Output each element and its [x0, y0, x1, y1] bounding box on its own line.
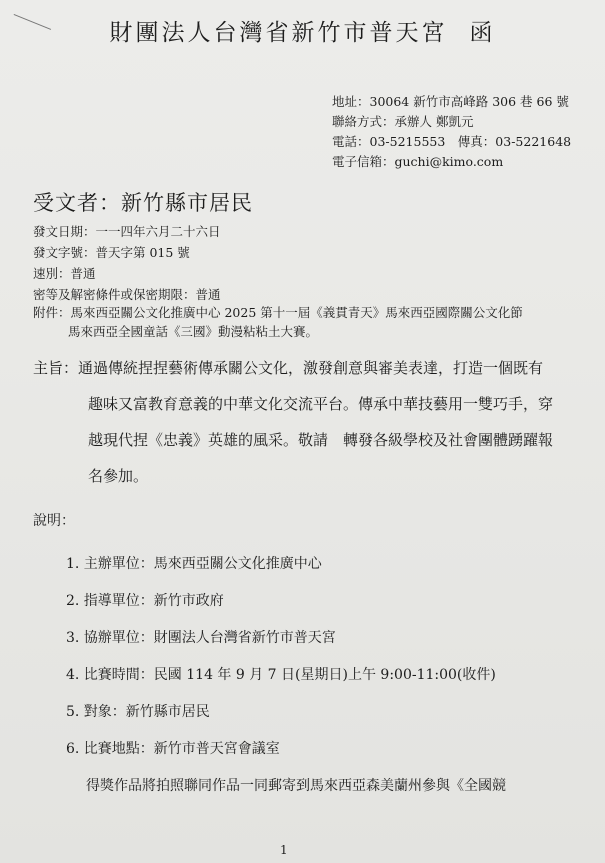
document-type: 函 [469, 20, 496, 46]
explanation-item: 3. 協辦單位：財團法人台灣省新竹市普天宮 [66, 630, 336, 646]
explanation-item: 1. 主辦單位：馬來西亞關公文化推廣中心 [66, 556, 322, 572]
issue-date: 發文日期：一一四年六月二十六日 [33, 224, 221, 239]
contact-person-line: 聯絡方式：承辦人 鄭凱元 [332, 114, 474, 129]
document-number: 發文字號：普天字第 015 號 [33, 245, 190, 260]
org-name: 財團法人台灣省新竹市普天宮 [109, 20, 448, 46]
explanation-label: 說明： [33, 513, 75, 529]
subject-block [33, 355, 553, 499]
subject-line-2: 趣味又富教育意義的中華文化交流平台。傳承中華技藝用一雙巧手，穿 [88, 395, 554, 413]
address-line: 地址：30064 新竹市高峰路 306 巷 66 號 [332, 94, 569, 109]
subject-line-4: 名參加。 [88, 467, 149, 485]
page-number: 1 [280, 843, 288, 857]
meta-block [33, 221, 221, 305]
subject-line-1: 主旨：通過傳統捏捏藝術傳承關公文化，激發創意與審美表達，打造一個既有 [33, 359, 544, 377]
explanation-item: 2. 指導單位：新竹市政府 [66, 593, 224, 609]
explanation-tail: 得獎作品將拍照聯同作品一同郵寄到馬來西亞森美蘭州參與《全國競 [86, 778, 506, 794]
subject-line-3: 越現代捏《忠義》英雄的風采。敬請 轉發各級學校及社會團體踴躍報 [88, 431, 554, 449]
recipient-line: 受文者：新竹縣市居民 [33, 191, 253, 215]
attachment-block [33, 303, 523, 341]
explanation-list [66, 552, 506, 811]
speed-class: 速別：普通 [33, 266, 96, 281]
explanation-item: 4. 比賽時間：民國 114 年 9 月 7 日(星期日)上午 9:00-11:00(收件) [66, 667, 496, 683]
phone-fax-line: 電話：03-5215553 傳真：03-5221648 [332, 134, 572, 149]
attachment-line-1: 附件：馬來西亞關公文化推廣中心 2025 第十一屆《義貫青天》馬來西亞國際關公文化節 [33, 305, 523, 320]
explanation-item: 6. 比賽地點：新竹市普天宮會議室 [66, 741, 280, 757]
attachment-line-2: 馬來西亞全國童話《三國》動漫粘粘土大賽。 [68, 324, 319, 339]
document-title [0, 14, 605, 47]
contact-block [332, 92, 571, 172]
secrecy-class: 密等及解密條件或保密期限：普通 [33, 287, 221, 302]
explanation-item: 5. 對象：新竹縣市居民 [66, 704, 210, 720]
email-line: 電子信箱：guchi@kimo.com [332, 154, 504, 169]
